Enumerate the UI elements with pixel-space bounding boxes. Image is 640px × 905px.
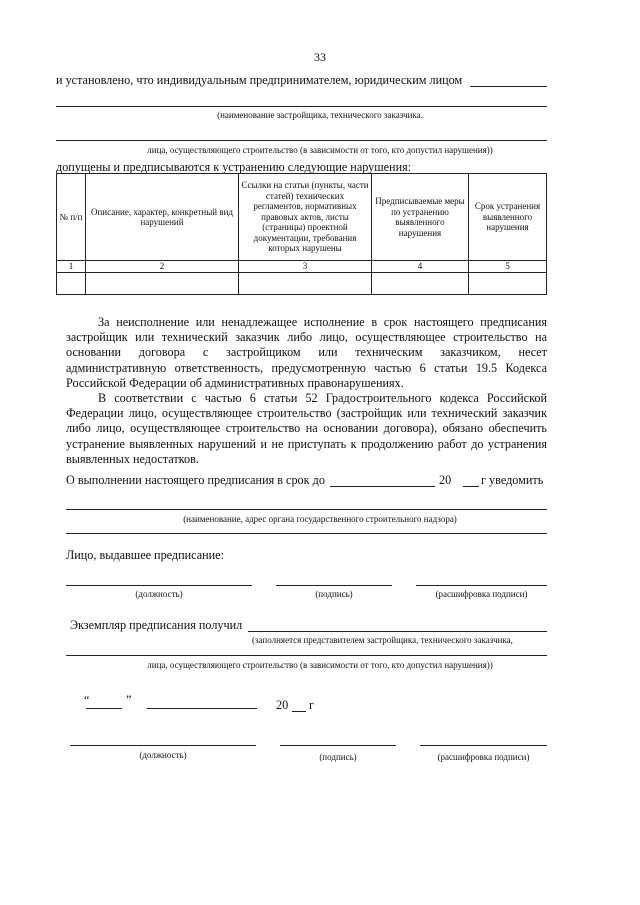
blank-line xyxy=(66,509,547,510)
blank-line xyxy=(56,106,547,107)
page-number: 33 xyxy=(314,50,326,64)
paragraph-obligation: В соответствии с частью 6 статьи 52 Градостроительного кодекса Российской Федерации лицо, осуществляющее строительство (застройщик или технический заказчик либо лицо, осуществляющее строительство на основании договора), обязано обеспечить устранение выявленных нарушений и не приступать к продолжению работ до устранения выявленных недостатков. xyxy=(66,391,547,466)
blank-line xyxy=(66,533,547,534)
blank-line xyxy=(292,711,306,712)
notify-year: 20 xyxy=(439,473,452,487)
caption-position: (должность) xyxy=(135,589,183,599)
blank-line xyxy=(420,745,547,746)
table-cell xyxy=(239,272,372,294)
notify-text: О выполнении настоящего предписания в срок до xyxy=(66,473,325,487)
caption-receiver-1: (заполняется представителем застройщика, технического заказчика, xyxy=(252,635,513,645)
quote-open: “ xyxy=(84,693,90,707)
table-cell xyxy=(372,272,469,294)
table-number-row xyxy=(57,261,547,273)
blank-line xyxy=(66,655,547,656)
receiver-year-suffix: г xyxy=(309,698,314,712)
table-cell xyxy=(86,272,239,294)
table-row xyxy=(57,272,547,294)
quote-close: ” xyxy=(126,693,132,707)
header-cell: Описание, характер, конкретный вид нарушений xyxy=(86,174,239,261)
table-header-row xyxy=(57,174,547,261)
number-cell: 1 xyxy=(57,261,86,273)
intro-text: и установлено, что индивидуальным предпринимателем, юридическим лицом xyxy=(56,73,463,87)
table-cell xyxy=(469,272,547,294)
header-cell: № п/п xyxy=(57,174,86,261)
caption-developer: (наименование застройщика, технического заказчика. xyxy=(217,110,423,120)
header-cell: Срок устранения выявленного нарушения xyxy=(469,174,547,261)
blank-line xyxy=(66,585,252,586)
body-paragraphs xyxy=(66,315,547,467)
blank-line xyxy=(416,585,547,586)
blank-line xyxy=(280,745,396,746)
allowed-text: допущены и предписываются к устранению следующие нарушения: xyxy=(56,160,412,174)
caption-receiver-2: лица, осуществляющего строительство (в зависимости от того, кто допустил нарушения)) xyxy=(147,660,493,670)
notify-suffix: г уведомить xyxy=(481,473,544,487)
violations-table xyxy=(56,173,547,295)
table-cell xyxy=(57,272,86,294)
blank-line xyxy=(276,585,392,586)
number-cell: 2 xyxy=(86,261,239,273)
caption-decoding: (расшифровка подписи) xyxy=(437,752,530,762)
header-cell: Ссылки на статьи (пункты, части статей) технических регламентов, нормативных правовых актов, листы (страницы) проектной документации, требования которых нарушены xyxy=(239,174,372,261)
blank-line xyxy=(463,486,479,487)
number-cell: 4 xyxy=(372,261,469,273)
caption-signature: (подпись) xyxy=(319,752,357,762)
blank-line xyxy=(248,631,547,632)
number-cell: 5 xyxy=(469,261,547,273)
number-cell: 3 xyxy=(239,261,372,273)
caption-decoding: (расшифровка подписи) xyxy=(435,589,528,599)
caption-authority: (наименование, адрес органа государственного строительного надзора) xyxy=(183,514,457,524)
blank-line xyxy=(470,86,547,87)
blank-line xyxy=(70,745,256,746)
blank-line xyxy=(330,486,435,487)
paragraph-liability: За неисполнение или ненадлежащее исполнение в срок настоящего предписания застройщик или технический заказчик либо лицо, осуществляющее строительство на основании договора с застройщиком или техническим заказчиком, несет административную ответственность, предусмотренную частью 6 статьи 19.5 Кодекса Российской Федерации об административных правонарушениях. xyxy=(66,315,547,390)
header-cell: Предписываемые меры по устранению выявленного нарушения xyxy=(372,174,469,261)
blank-line xyxy=(56,140,547,141)
blank-line xyxy=(86,708,122,709)
issuer-label: Лицо, выдавшее предписание: xyxy=(66,548,224,562)
receiver-year: 20 xyxy=(276,698,289,712)
caption-builder: лица, осуществляющего строительство (в зависимости от того, кто допустил нарушения)) xyxy=(147,145,493,155)
blank-line xyxy=(147,708,257,709)
receiver-label: Экземпляр предписания получил xyxy=(70,618,243,632)
caption-position: (должность) xyxy=(139,750,187,760)
caption-signature: (подпись) xyxy=(315,589,353,599)
